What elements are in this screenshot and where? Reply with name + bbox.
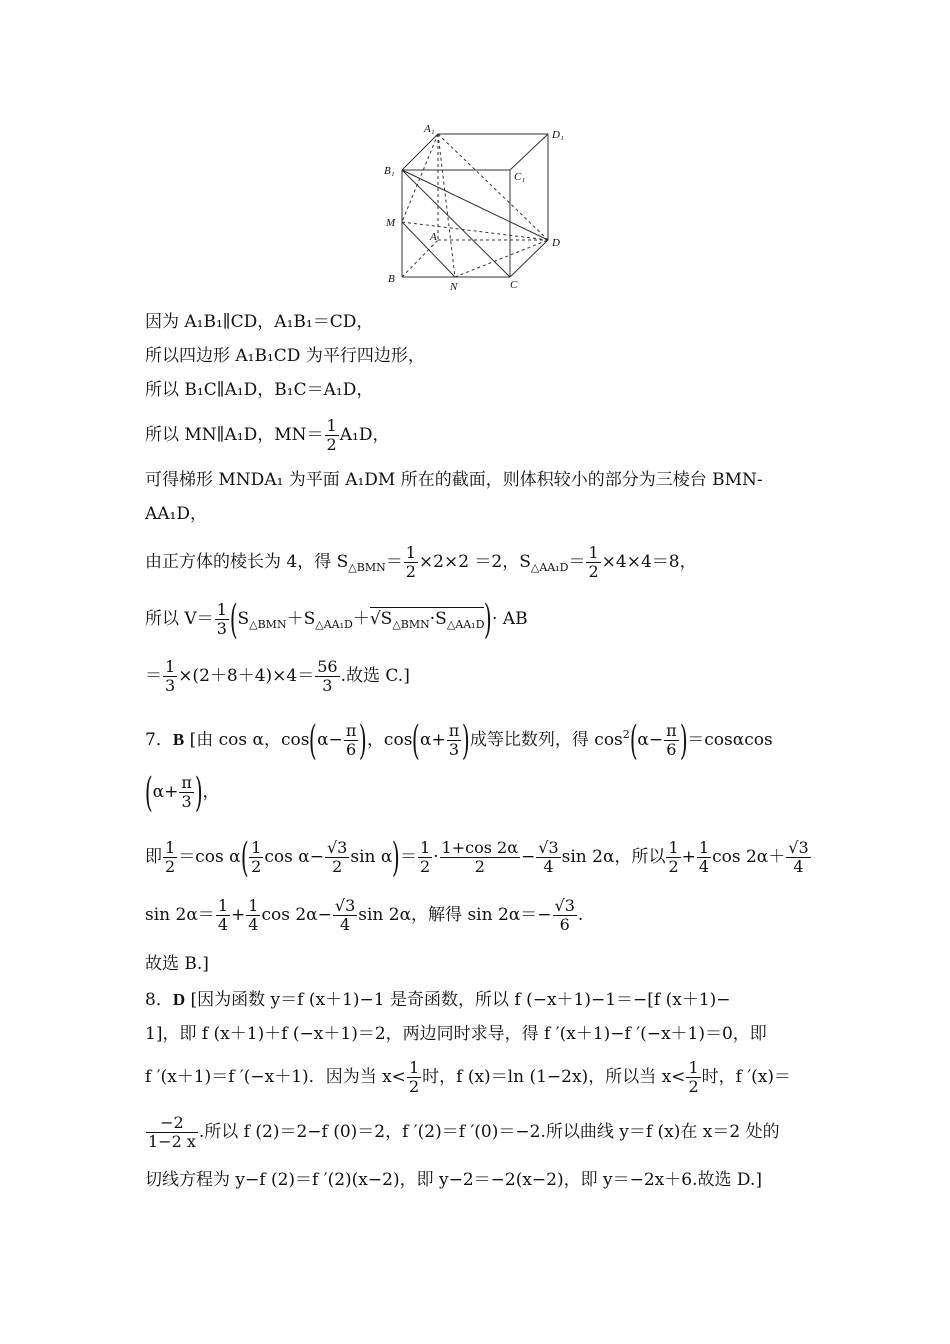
fraction: $\frac{1}{2}$ <box>326 416 337 454</box>
text-line-4 <box>145 413 810 457</box>
text-line-1: 因为 A₁B₁∥CD，A₁B₁＝CD， <box>145 312 374 332</box>
text: A₁D， <box>339 425 390 445</box>
text-line-10: 7．B [由 cos α，cos(α− $\frac{\pi}{6}$ )，cos(α+ $\frac{\pi}{3}$ )成等比数列，得 $\cos^2(\alpha-$ $\frac{\pi}{6}$ )＝cosαcos <box>145 717 773 764</box>
text-line-19: 切线方程为 y−f (2)＝f ′(2)(x−2)，即 y−2＝−2(x−2)，即 y＝−2x＋6.故选 D.] <box>145 1170 762 1190</box>
text: 所以 MN∥A₁D，MN＝ <box>145 425 324 445</box>
text-line-15: 8．D [因为函数 y＝f (x＋1)−1 是奇函数，所以 f (−x＋1)−1＝−[f (x＋1)− <box>145 990 731 1010</box>
cube-figure <box>380 122 580 294</box>
text-line-17: f ′(x＋1)＝f ′(−x＋1)．因为当 x< $\frac{1}{2}$ 时，f (x)＝ln (1−2x)，所以当 x< $\frac{1}{2}$ 时，f ′(x)＝ <box>145 1058 792 1096</box>
text-line-9: ＝ $\frac{1}{3}$ ×(2＋8＋4)×4＝ $\frac{56}{3}$ .故选 C.] <box>145 657 410 695</box>
label-B1: B₁ <box>384 165 395 177</box>
label-N: N <box>450 281 458 293</box>
answer-D: D <box>172 990 186 1009</box>
label-A1: A₁ <box>424 123 435 135</box>
answer-B: B <box>172 730 185 749</box>
text-line-8: 所以 V＝ $\frac{1}{3}$ $(S_{\triangle BMN}+S_{\triangle AA_1D}+√S_{\triangle BMN}\cdot S_{\triangle AA_1D})\cdot$ AB <box>145 596 528 643</box>
label-D: D <box>552 237 560 249</box>
label-A: A <box>430 231 437 243</box>
text-line-18: $\frac{-2}{1-2 x}$ .所以 f (2)＝2−f (0)＝2，f ′(2)＝f ′(0)＝−2.所以曲线 y＝f (x)在 x＝2 处的 <box>148 1113 780 1151</box>
text-line-11: (α+ $\frac{\pi}{3}$ )， <box>144 769 220 816</box>
text-line-14: 故选 B.] <box>145 954 209 974</box>
text-line-2: 所以四边形 A₁B₁CD 为平行四边形， <box>145 346 425 366</box>
text-line-3: 所以 B₁C∥A₁D，B₁C＝A₁D， <box>145 380 374 400</box>
text-line-12: 即 $\frac{1}{2}$ ＝cos α( $\frac{1}{2}$ cos α− $\frac{√3}{2}$ sin α)＝ $\frac{1}{2}$ · $\frac{1+\cos 2\alpha}{2}$ − $\frac{√3}{4}$ sin 2α，所以 $\frac{1}{2}$ + $\frac{1}{4}$ cos 2α＋ $\frac{√3}{4}$ <box>145 834 809 881</box>
label-D1: D₁ <box>552 129 564 141</box>
text-line-16: 1]，即 f (x＋1)＋f (−x＋1)＝2，两边同时求导，得 f ′(x＋1)−f ′(−x＋1)＝0，即 <box>145 1024 767 1044</box>
text-line-6: AA₁D， <box>145 504 207 524</box>
text-line-5: 可得梯形 MNDA₁ 为平面 A₁DM 所在的截面，则体积较小的部分为三棱台 BMN- <box>145 470 763 490</box>
text-line-7: 由正方体的棱长为 4，得 $S_{\triangle BMN}=$ $\frac{1}{2}$ ×2×2 ＝2，$S_{\triangle AA_1D}=$ $\frac{1}{2}$ ×4×4＝8， <box>145 543 697 581</box>
label-M: M <box>386 217 396 229</box>
label-C1: C₁ <box>514 171 526 183</box>
label-B: B <box>388 273 395 285</box>
text-line-13: sin 2α＝ $\frac{1}{4}$ + $\frac{1}{4}$ cos 2α− $\frac{√3}{4}$ sin 2α，解得 sin 2α＝− $\frac{√3}{6}$ . <box>145 896 584 934</box>
label-C: C <box>510 279 518 291</box>
